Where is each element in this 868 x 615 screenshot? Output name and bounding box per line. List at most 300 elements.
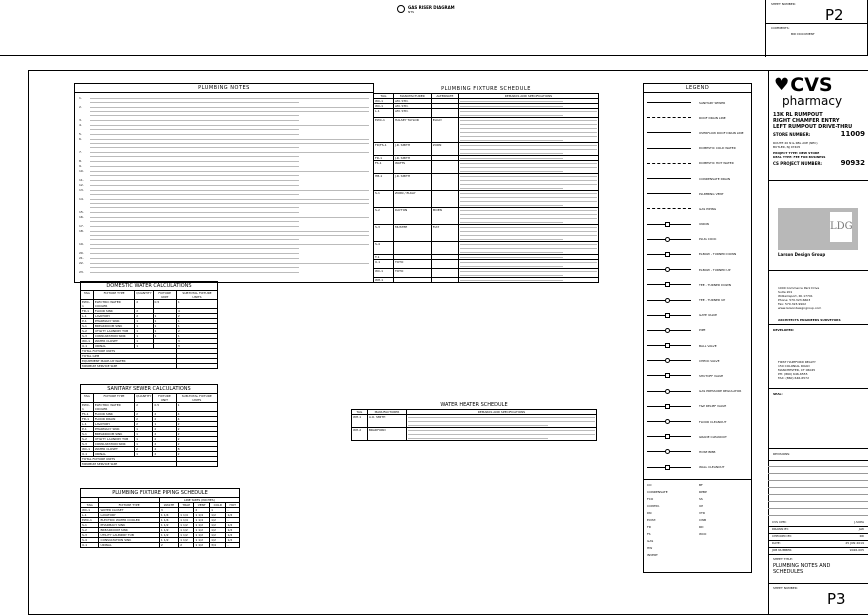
table-header: SUBTOTAL FIXTURE UNITS bbox=[176, 291, 217, 300]
table-cell: HALSEY TAYLOR bbox=[393, 118, 431, 143]
table-cell: 1 bbox=[176, 334, 217, 339]
table-cell: WATER CLOSET bbox=[93, 447, 134, 452]
table-header: FIXTURE UNIT bbox=[153, 291, 176, 300]
table-cell: T-1 bbox=[374, 255, 394, 260]
detail-bubble-icon bbox=[397, 5, 405, 13]
abbr-item: EXIST. bbox=[647, 518, 657, 522]
table-row bbox=[352, 428, 597, 441]
table-cell: CONSULTATION SINK bbox=[99, 538, 159, 543]
remarks-cell bbox=[459, 225, 599, 242]
abbr-item: UP bbox=[699, 504, 704, 508]
table-cell: U-1 bbox=[81, 452, 94, 457]
table-header: VENT bbox=[194, 503, 210, 508]
legend-symbol-icon bbox=[647, 239, 691, 240]
comments-value: BID DOCUMENT bbox=[791, 32, 815, 36]
table-cell: FS-1 bbox=[374, 161, 394, 174]
legend-label: T&P RELIEF VALVE bbox=[699, 404, 727, 409]
note-number: 5. bbox=[79, 132, 82, 136]
table-cell: 1 bbox=[153, 314, 176, 319]
legend-abbreviations bbox=[647, 483, 750, 560]
note-item bbox=[79, 256, 369, 260]
legend-symbol-icon bbox=[647, 360, 691, 361]
table-cell: WC-1 bbox=[81, 447, 94, 452]
note-item bbox=[79, 188, 369, 196]
table-cell: 1 1/4 bbox=[159, 513, 178, 518]
table-cell: L-1 bbox=[81, 513, 99, 518]
legend-item bbox=[647, 353, 750, 368]
legend-symbol-icon bbox=[647, 391, 691, 392]
remarks-cell bbox=[407, 428, 597, 441]
table-cell: 2 bbox=[153, 412, 176, 417]
table-cell: 4 bbox=[153, 447, 176, 452]
table-cell: 1 1/2 bbox=[194, 538, 210, 543]
meta-value: 9026.005 bbox=[849, 548, 864, 552]
table-cell: P-1 bbox=[81, 427, 94, 432]
legend-symbol-icon bbox=[647, 375, 691, 376]
sheet-title: PLUMBING NOTES AND SCHEDULES bbox=[773, 563, 831, 575]
table-row bbox=[374, 143, 599, 156]
total-label: TOTAL GPM bbox=[81, 354, 177, 359]
legend-symbol-icon bbox=[647, 208, 691, 209]
table-header: QUANTITY bbox=[135, 394, 153, 403]
table-cell: 2 bbox=[176, 329, 217, 334]
table-cell: 2 bbox=[176, 422, 217, 427]
legend-label: DOMESTIC COLD WATER bbox=[699, 146, 736, 151]
table-cell: 2 bbox=[135, 309, 153, 314]
table-cell: TOTO bbox=[393, 260, 431, 269]
legend-item bbox=[647, 247, 750, 262]
legend-label: DOMESTIC HOT WATER bbox=[699, 161, 734, 166]
total-value bbox=[176, 462, 217, 467]
table-row bbox=[81, 513, 240, 518]
table-cell: 2 bbox=[194, 508, 210, 513]
abbr-item: DN bbox=[647, 511, 652, 515]
table-cell: 4 bbox=[176, 309, 217, 314]
table-cell: 1 bbox=[135, 334, 153, 339]
table-cell: ZURN bbox=[431, 143, 458, 156]
address-line: 1000 Commerce Park Drive bbox=[778, 286, 820, 290]
table-cell: 4 bbox=[176, 412, 217, 417]
table-cell: 1 1/4 bbox=[194, 513, 210, 518]
group-header: LINE SIZES (INCHES) bbox=[159, 498, 239, 503]
table-cell: 1 1/2 bbox=[159, 528, 178, 533]
table-cell: 1 1/2 bbox=[194, 523, 210, 528]
meta-row bbox=[768, 541, 868, 548]
table-cell: UTILITY LAUNDRY TUB bbox=[93, 437, 134, 442]
meta-label: JOB NUMBER: bbox=[772, 548, 793, 552]
note-number: 2. bbox=[79, 105, 82, 109]
legend-symbol-icon bbox=[647, 436, 691, 437]
legend-label: GAS PIPING bbox=[699, 206, 717, 211]
revision-lines bbox=[768, 460, 868, 516]
note-item bbox=[79, 224, 369, 228]
table-row bbox=[81, 543, 240, 548]
table-cell: 3 bbox=[159, 508, 178, 513]
plumbing-notes-title: PLUMBING NOTES bbox=[198, 85, 250, 91]
table-header: REMARKS AND SPECIFICATIONS bbox=[459, 94, 599, 99]
note-number: 4. bbox=[79, 123, 82, 127]
table-cell: BRADFORD bbox=[367, 428, 406, 441]
note-item bbox=[79, 270, 369, 274]
table-cell: 1 bbox=[135, 432, 153, 437]
table-cell: 2 bbox=[176, 442, 217, 447]
legend-label: OVERFLOW ROOF DRAIN LINE bbox=[699, 130, 744, 135]
water-heater-schedule: WATER HEATER SCHEDULE TAG MANUFACTURER REMARKS AND SPECIFICATIONS WH-1 A.O. SMITH WH-2 BRADFORD bbox=[351, 402, 597, 441]
legend-symbol-icon bbox=[647, 467, 691, 468]
revision-row bbox=[768, 488, 868, 495]
table-cell: BREAKROOM SINK bbox=[93, 324, 134, 329]
project-line: 13K RL RUMPOUT bbox=[773, 112, 823, 118]
table-cell: U-1 bbox=[81, 344, 94, 349]
meta-row bbox=[768, 548, 868, 555]
table-cell: 3/4 bbox=[210, 543, 226, 548]
meta-label: DATE: bbox=[772, 541, 781, 545]
project-info: 13K RL RUMPOUT RIGHT CHAMFER ENTRY LEFT RUMPOUT DRIVE-THRU STORE NUMBER: 11009 ROUTE 20 N & KBL AVE (NEC) BUTLER, NJ 07405 PROJECT TYPE: NEW STORE DEAL TYPE: FEE FOR BUSINESS CS PROJECT NUMBER: 90932 bbox=[773, 112, 865, 167]
note-number: 21. bbox=[79, 256, 84, 260]
table-cell: 1 1/4 bbox=[179, 518, 194, 523]
address-line: www.larsondesigngroup.com bbox=[778, 306, 822, 310]
prev-sheet-number: P2 bbox=[825, 6, 844, 24]
table-cell: BREAKROOM SINK bbox=[93, 432, 134, 437]
table-cell: 2 bbox=[135, 417, 153, 422]
prev-sheet-number-label: SHEET NUMBER: bbox=[771, 2, 796, 6]
note-item bbox=[79, 105, 369, 117]
table-row bbox=[374, 225, 599, 242]
note-item bbox=[79, 210, 369, 214]
table-cell: S-1 bbox=[81, 324, 94, 329]
revisions-label: REVISIONS: bbox=[773, 452, 791, 456]
table-cell: 2 bbox=[176, 437, 217, 442]
legend-symbol-icon bbox=[647, 330, 691, 331]
table-row bbox=[374, 208, 599, 225]
table-header: COLD bbox=[210, 503, 226, 508]
table-cell: UTILITY LAUNDRY TUB bbox=[99, 533, 159, 538]
table-cell: 1/2 bbox=[210, 518, 226, 523]
table-cell: AM. STD. bbox=[393, 104, 431, 109]
table-cell: S-2 bbox=[81, 329, 94, 334]
table-cell: 1 bbox=[135, 339, 153, 344]
meta-value: JLW bbox=[858, 527, 864, 531]
table-cell: FLOOR DRAIN bbox=[93, 417, 134, 422]
table-cell: 1 1/2 bbox=[179, 538, 194, 543]
table-cell: FD-1 bbox=[374, 156, 394, 161]
developer-line: MANCHESTER, CT 06045 bbox=[778, 368, 816, 372]
table-row bbox=[374, 191, 599, 208]
table-cell: PHARMACY SINK bbox=[93, 319, 134, 324]
abbr-item: WCO bbox=[699, 532, 707, 536]
legend-item bbox=[647, 201, 750, 216]
legend-label: PLUG COCK bbox=[699, 237, 717, 242]
meta-row bbox=[768, 520, 868, 527]
table-cell: CONSULTATION SINK bbox=[93, 334, 134, 339]
note-item bbox=[79, 215, 369, 223]
total-label: EQUIPMENT MAKE-UP WATER bbox=[81, 359, 177, 364]
legend-symbol-icon bbox=[647, 224, 691, 225]
table-cell: 0.5 bbox=[153, 403, 176, 412]
legend-item bbox=[647, 323, 750, 338]
ldg-logo-mark: LDG bbox=[830, 212, 852, 242]
sanitary-sewer-calculations: SANITARY SEWER CALCULATIONS TAG FIXTURE TYPE QUANTITY FIXTURE UNIT SUB-TOTAL FIXTURE UNITS EWC-1 ELECTRIC WATER COOLER 2 0.5 1 FS-1 FLOOR SINK 2 2 4 FD-1 FLOOR DRAIN 2 2 4 L-1 LAVATORY 2 1 2 P-1 PHARMACY SINK 1 2 2 S-1 BREAKROOM SINK 1 2 2 S-2 UTILITY LAUNDRY TUB 1 2 2 S-3 CONSULTATION SINK 1 2 2 WC-1 WATER CLOSET 2 4 8 U-1 URINAL 1 2 2 TOTAL FIXTURE UNITS MINIMUM SERVICE SIZE bbox=[80, 384, 218, 467]
note-item bbox=[79, 229, 369, 241]
legend-item bbox=[647, 171, 750, 186]
table-cell: 1 bbox=[135, 437, 153, 442]
table-cell: 1 bbox=[135, 319, 153, 324]
table-cell: A.O. SMITH bbox=[367, 415, 406, 428]
table-cell: 1/2 bbox=[226, 538, 240, 543]
table-cell: 1 bbox=[153, 422, 176, 427]
remarks-cell bbox=[407, 415, 597, 428]
plumbing-notes bbox=[74, 83, 374, 283]
table-cell: 2 bbox=[153, 442, 176, 447]
note-number: 3. bbox=[79, 118, 82, 122]
table-cell: ELKAY bbox=[431, 118, 458, 143]
table-cell: 1 1/4 bbox=[159, 518, 178, 523]
abbr-col-left bbox=[647, 483, 699, 560]
note-number: 20. bbox=[79, 251, 84, 255]
table-cell: 1 1/2 bbox=[179, 528, 194, 533]
legend-symbol-icon bbox=[647, 406, 691, 407]
meta-row bbox=[768, 534, 868, 541]
table-cell: - bbox=[226, 518, 240, 523]
total-value bbox=[176, 364, 217, 369]
address-line: Suite 201 bbox=[778, 290, 793, 294]
table-cell: ELECTRIC WATER COOLER bbox=[93, 403, 134, 412]
table-cell: S-2 bbox=[374, 208, 394, 225]
table-cell: EWC-1 bbox=[81, 403, 94, 412]
sheet-number-label: SHEET NUMBER: bbox=[773, 586, 798, 590]
table-cell: 2 bbox=[179, 543, 194, 548]
abbr-item: CONTIN. bbox=[647, 504, 660, 508]
note-item bbox=[79, 183, 369, 187]
table-cell: 2 bbox=[153, 452, 176, 457]
domestic-water-calculations: DOMESTIC WATER CALCULATIONS TAG FIXTURE TYPE QUANTITY FIXTURE UNIT SUBTOTAL FIXTURE UNITS EWC-1 ELECTRIC WATER COOLER 2 0.5 1 FD-1 FLOOR SINK 2 4 L-1 LAVATORY 2 1 2 P-1 PHARMACY SINK 1 1 1 S-1 BREAKROOM SINK 1 1 1 S-2 UTILITY LAUNDRY TUB 1 1 2 S-3 CONSULTATION SINK 1 1 1 WC-1 WATER CLOSET 1 3 U-1 URINAL 1 3 TOTAL FIXTURE UNITS TOTAL GPM EQUIPMENT MAKE-UP WATER MINIMUM SERVICE SIZE bbox=[80, 281, 218, 369]
table-row bbox=[374, 174, 599, 191]
table-cell: AM. STD. bbox=[393, 109, 431, 118]
note-item bbox=[79, 164, 369, 168]
table-cell: WATER CLOSET bbox=[99, 508, 159, 513]
project-line: LEFT RUMPOUT DRIVE-THRU bbox=[773, 124, 853, 130]
table-row bbox=[81, 533, 240, 538]
abbr-item: HW bbox=[647, 546, 653, 550]
table-cell: FLOOR SINK bbox=[93, 309, 134, 314]
table-row bbox=[374, 118, 599, 143]
developer-line: 150 COLONIAL ROAD bbox=[778, 364, 810, 368]
note-item bbox=[79, 137, 369, 149]
table-row bbox=[81, 403, 218, 412]
legend-label: HOSE BIBB bbox=[699, 449, 716, 454]
legend-label: UNION bbox=[699, 222, 709, 227]
legend-symbol-icon bbox=[647, 284, 691, 285]
table-cell: EWC-1 bbox=[81, 300, 94, 309]
remarks-cell bbox=[459, 143, 599, 156]
table-cell: U-1 bbox=[81, 543, 99, 548]
table-cell: S-4 bbox=[81, 538, 99, 543]
note-number: 18. bbox=[79, 229, 84, 233]
table-header: HOT bbox=[226, 503, 240, 508]
table-cell: 2 bbox=[135, 422, 153, 427]
note-number: 11. bbox=[79, 178, 84, 182]
note-number: 6. bbox=[79, 137, 82, 141]
legend-label: PLUMBING VENT bbox=[699, 191, 724, 196]
table-cell: WC-1 bbox=[81, 339, 94, 344]
revision-row bbox=[768, 509, 868, 516]
table-cell: 0.5 bbox=[153, 300, 176, 309]
table-cell: 2 bbox=[135, 403, 153, 412]
abbr-item: CO bbox=[647, 483, 652, 487]
abbr-item: FCO bbox=[647, 497, 654, 501]
table-cell: J.R. SMITH bbox=[393, 174, 431, 191]
meta-label: CVS CPM: bbox=[772, 520, 787, 524]
note-item bbox=[79, 150, 369, 158]
note-number: 22. bbox=[79, 261, 84, 265]
legend-label: BALL VALVE bbox=[699, 343, 717, 348]
table-cell: WH-1 bbox=[352, 415, 368, 428]
table-cell: 1 bbox=[153, 324, 176, 329]
meta-label: CHECKED BY: bbox=[772, 534, 792, 538]
revision-row bbox=[768, 467, 868, 474]
total-label: MINIMUM SERVICE SIZE bbox=[81, 462, 177, 467]
remarks-cell bbox=[459, 174, 599, 191]
legend-symbol-icon bbox=[647, 345, 691, 346]
table-cell: WC-1 bbox=[374, 104, 394, 109]
table-header: MANUFACTURER bbox=[367, 410, 406, 415]
fixture-table bbox=[373, 93, 599, 283]
table-row bbox=[374, 109, 599, 118]
legend-item bbox=[647, 95, 750, 110]
note-number: 14. bbox=[79, 197, 84, 201]
abbr-item: VTR bbox=[699, 511, 705, 515]
legend-symbol-icon bbox=[647, 269, 691, 270]
table-cell: U-1 bbox=[374, 260, 394, 269]
table-cell: WH-1 bbox=[374, 278, 394, 283]
table-cell bbox=[431, 174, 458, 191]
table-cell: S-2 bbox=[81, 437, 94, 442]
legend-item bbox=[647, 308, 750, 323]
table-row bbox=[81, 300, 218, 309]
table-cell: 1/2 bbox=[226, 513, 240, 518]
table-cell bbox=[431, 260, 458, 269]
table-cell: 1/2 bbox=[210, 528, 226, 533]
legend-item bbox=[647, 125, 750, 140]
note-item bbox=[79, 261, 369, 269]
legend-item bbox=[647, 277, 750, 292]
table-cell: ELECTRIC WATER COOLER bbox=[93, 300, 134, 309]
comments-label: COMMENTS: bbox=[771, 26, 790, 30]
table-cell: 8 bbox=[176, 447, 217, 452]
total-row bbox=[81, 462, 218, 467]
total-label: TOTAL FIXTURE UNITS bbox=[81, 349, 177, 354]
note-item bbox=[79, 169, 369, 177]
legend-item bbox=[647, 368, 750, 383]
developer-line: FAX: (860) 646-6572 bbox=[778, 376, 809, 380]
legend-label: CONDENSATE DRAIN bbox=[699, 176, 731, 181]
table-cell bbox=[431, 109, 458, 118]
table-header: TAG bbox=[374, 94, 394, 99]
table-cell bbox=[393, 278, 431, 283]
legend-label: GATE VALVE bbox=[699, 313, 718, 318]
note-number: 16. bbox=[79, 215, 84, 219]
table-cell: 1 bbox=[176, 319, 217, 324]
legend-item bbox=[647, 110, 750, 125]
legend-items bbox=[647, 95, 750, 475]
table-cell: S-2 bbox=[81, 528, 99, 533]
developer-line: FIRST HARTFORD REALTY bbox=[778, 360, 816, 364]
table-header: TAG bbox=[81, 291, 94, 300]
table-cell: 2 bbox=[153, 437, 176, 442]
table-cell: EWC-1 bbox=[374, 118, 394, 143]
table-cell: 2 bbox=[176, 314, 217, 319]
revision-row bbox=[768, 495, 868, 502]
table-cell: 1 bbox=[153, 334, 176, 339]
total-label: TOTAL FIXTURE UNITS bbox=[81, 457, 177, 462]
table-cell: 1 bbox=[135, 324, 153, 329]
table-cell: MUSTEE bbox=[393, 225, 431, 242]
table-cell: WC-1 bbox=[374, 269, 394, 278]
table-cell bbox=[431, 242, 458, 255]
note-number: 15. bbox=[79, 210, 84, 214]
meta-value: J.SOPA bbox=[854, 520, 864, 524]
note-item bbox=[79, 251, 369, 255]
note-number: 10. bbox=[79, 169, 84, 173]
table-cell: 2 bbox=[153, 427, 176, 432]
table-cell: 1 bbox=[176, 403, 217, 412]
table-row bbox=[374, 242, 599, 255]
table-cell: WATER CLOSET bbox=[93, 339, 134, 344]
abbr-col-right bbox=[699, 483, 749, 560]
table-cell: 1/2 bbox=[226, 523, 240, 528]
legend-symbol-icon bbox=[647, 163, 691, 164]
legend-symbol-icon bbox=[647, 451, 691, 452]
table-cell: 1 1/2 bbox=[159, 533, 178, 538]
table-cell: J.R. SMITH bbox=[393, 143, 431, 156]
abbr-item: SS bbox=[699, 497, 703, 501]
table-cell: 1 bbox=[135, 329, 153, 334]
title-block-meta bbox=[768, 520, 868, 555]
table-header: WASTE bbox=[159, 503, 178, 508]
abbr-item: INVERT bbox=[647, 553, 658, 557]
address-line: Fax: 570.323.9902 bbox=[778, 302, 807, 306]
revision-row bbox=[768, 474, 868, 481]
remarks-cell bbox=[459, 242, 599, 255]
remarks-cell bbox=[459, 208, 599, 225]
legend-item bbox=[647, 262, 750, 277]
table-cell: FIAT bbox=[431, 225, 458, 242]
table-cell: 1/2 bbox=[210, 538, 226, 543]
note-item bbox=[79, 118, 369, 122]
table-cell: 1/2 bbox=[210, 533, 226, 538]
table-row bbox=[374, 278, 599, 283]
table-header: MANUFACTURER bbox=[393, 94, 431, 99]
table-cell: 1 1/2 bbox=[179, 523, 194, 528]
meta-row bbox=[768, 527, 868, 534]
legend-item bbox=[647, 384, 750, 399]
legend-symbol-icon bbox=[647, 315, 691, 316]
table-header: SUB-TOTAL FIXTURE UNITS bbox=[176, 394, 217, 403]
legend-label: ROOF DRAIN LINE bbox=[699, 115, 726, 120]
architect-tagline: ARCHITECTS ENGINEERS SURVEYORS bbox=[778, 318, 841, 322]
legend-item bbox=[647, 141, 750, 156]
legend-item bbox=[647, 338, 750, 353]
legend-symbol-icon bbox=[647, 132, 691, 133]
legend-label: TEE - TURNED UP bbox=[699, 298, 726, 303]
table-cell: P-1 bbox=[81, 319, 94, 324]
table-cell: PHARMACY SINK bbox=[99, 523, 159, 528]
remarks-cell bbox=[459, 260, 599, 269]
table-cell: BREAKROOM SINK bbox=[99, 528, 159, 533]
table-cell: 2 bbox=[135, 314, 153, 319]
legend-label: TEE - TURNED DOWN bbox=[699, 282, 732, 287]
developer-info bbox=[778, 360, 864, 380]
